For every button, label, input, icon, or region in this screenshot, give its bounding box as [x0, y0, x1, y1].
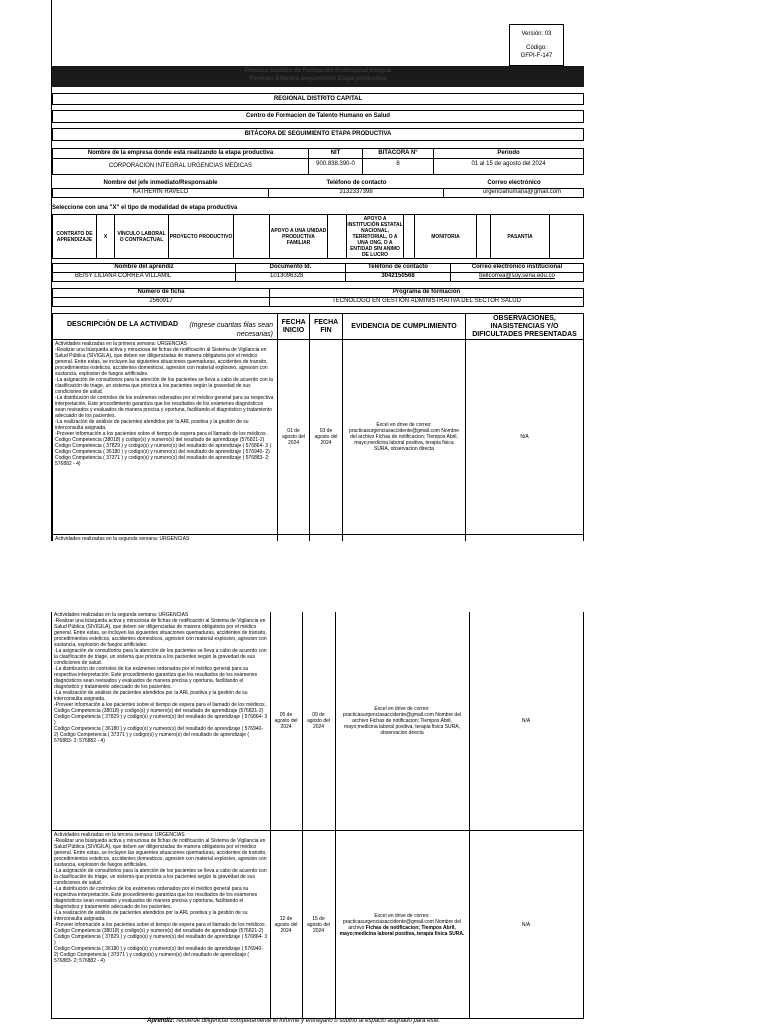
- modality-mark[interactable]: X: [96, 214, 115, 259]
- modality-options: [52, 214, 584, 259]
- company-name: CORPORACION INTEGRAL URGENCIAS MEDICAS: [52, 158, 309, 175]
- program-label: Programa de formación: [269, 288, 584, 298]
- observations-header: OBSERVACIONES, INASISTENCIAS Y/O DIFICULTADES PRESENTADAS: [465, 313, 584, 340]
- end-header: FECHA FIN: [309, 313, 343, 340]
- ficha-value: 2560917: [52, 297, 270, 307]
- apprentice-phone-label: Teléfono de contacto: [345, 263, 451, 273]
- page-two: [51, 612, 584, 1024]
- apprentice-email: bellcorrea@soy.sena.edu.co: [450, 272, 584, 282]
- version-label: Versión: 03: [521, 31, 552, 37]
- activity-description-2: Actividades realizadas en la segunda semana: URGENCIAS -Realizar una búsqueda activa y minuciosa de fichas de notificación al Sistema de Vigilancia en Salud Pública (SIVIGILA), que deben ser diligenciadas de manera obligatoria por el médico general. Entre estas, se incluyen las siguientes situaciones quemaduras, accidentes de transito, procedimientos esteticos, accidentes domesticos, agresion con material explosivo, agresion con sustancia, explosion de fuegos artificiales. -La asignación de consultorios para la atención de los pacientes se lleva a cabo de acuerdo con la clasificación de triage, un sistema que prioriza a los pacientes según la gravedad de sus condiciones de salud. -La distribución de controles de los exámenes ordenados por el médico general para su respectiva interpretación. Este procedimiento garantiza que los resultados de los exámenes diagnósticos sean revisados y evaluados de manera precisa y oportuna, facilitando el diagnóstico y tratamiento adecuado de los pacientes. -La realización de análisis de pacientes atendidos por la ARL positiva y la gestión de su interconsulta asignada. -Proveer información a los pacientes sobre el tiempo de espera para el llamado de los médicos . Codigo Competencia (38018) y codigo(s) y numero(s) del resultado de aprendizaje (576821-2) Codigo Competencia ( 37829 ) y codigo(s) y numero(s) del resultado de aprendizaje ( 576864- 3 ) Codigo Competencia ( 36180 ) y codigo(s) y numero(s) del resultado de aprendizaje ( 576940- 2) Codigo Competencia ( 37371 ) y codigo(s) y numero(s) del resultado de aprendizaje ( 576883- 2; 576882 - 4): [51, 612, 271, 831]
- apprentice-email-label: Correo electrónico institucional: [450, 263, 584, 273]
- bitacora-label: BITACORA N°: [362, 148, 434, 159]
- boss-name-label: Nombre del jefe inmediato/Responsable: [103, 180, 218, 186]
- modality-monitoria[interactable]: MONITORIA: [414, 214, 477, 259]
- regional-title: REGIONAL DISTRITO CAPITAL: [52, 93, 584, 105]
- ficha-label: Número de ficha: [52, 288, 270, 298]
- modality-vinculo[interactable]: VÍNCULO LABORAL O CONTRACTUAL: [114, 214, 169, 259]
- period-value: 01 al 15 de agosto del 2024: [433, 158, 584, 175]
- evidence-text: Excel en drive de correo: practicasurgenciasaccidente@gmail.com Nombre del archivo Fichas de notificacion; Tiempos Abril, mayo;medicina laboral positiva, terapia fisica SURA, observacion directa: [348, 422, 460, 452]
- footer-label: Aprendiz:: [147, 1018, 175, 1024]
- modality-proyecto[interactable]: PROYECTO PRODUCTIVO: [168, 214, 234, 259]
- evidence-header: EVIDENCIA DE CUMPLIMIENTO: [342, 313, 466, 340]
- period-label: Periodo: [433, 148, 584, 159]
- activity-description: Actividades realizadas en la primera semana: URGENCIAS -Realizar una búsqueda activa y minuciosa de fichas de notificación al Sistema de Vigilancia en Salud Pública (SIVIGILA), que deben ser diligenciadas de manera obligatoria por el médico general. Entre estas, se incluyen las siguientes situaciones quemaduras, accidentes de transito, procedimientos esteticos, accidentes domesticos, agresion con material explosivo, agresion con sustancia, explosion de fuegos artificiales. -La asignación de consultorios para la atención de los pacientes se lleva a cabo de acuerdo con la clasificación de triage, un sistema que prioriza a los pacientes según la gravedad de sus condiciones de salud. -La distribución de controles de los exámenes ordenados por el médico general para su respectiva interpretación. Este procedimiento garantiza que los resultados de los exámenes diagnósticos sean revisados y evaluados de manera precisa y oportuna, facilitando el diagnóstico y tratamiento adecuado de los pacientes. -La realización de análisis de pacientes atendidos por la ARL positiva y la gestión de su interconsulta asignada. -Proveer información a los pacientes sobre el tiempo de espera para el llamado de los médicos . Codigo Competencia (38018) y codigo(s) y numero(s) del resultado de aprendizaje (576821-2) Codigo Competencia ( 37829 ) y codigo(s) y numero(s) del resultado de aprendizaje ( 576864- 3 ) Codigo Competencia ( 36180 ) y codigo(s) y numero(s) del resultado de aprendizaje ( 576940- 2) Codigo Competencia ( 37371 ) y codigo(s) y numero(s) del resultado de aprendizaje ( 576883- 2; 576882 - 4): [52, 339, 278, 535]
- modality-unidad-familiar[interactable]: APOYO A UNA UNIDAD PRODUCTIVA FAMILIAR: [269, 214, 328, 259]
- version-box: [509, 24, 564, 66]
- activity-description-3: Actividades realizadas en la tercera semana: URGENCIAS -Realizar una búsqueda activa y minuciosa de fichas de notificación al Sistema de Vigilancia en Salud Pública (SIVIGILA), que deben ser diligenciadas de manera obligatoria por el médico general. Entre estas, se incluyen las siguientes situaciones quemaduras, accidentes de transito, procedimientos esteticos, accidentes domesticos, agresion con material explosivo, agresion con sustancia, explosion de fuegos artificiales. -La asignación de consultorios para la atención de los pacientes se lleva a cabo de acuerdo con la clasificación de triage, un sistema que prioriza a los pacientes según la gravedad de sus condiciones de salud. -La distribución de controles de los exámenes ordenados por el médico general para su respectiva interpretación. Este procedimiento garantiza que los resultados de los exámenes diagnósticos sean revisados y evaluados de manera precisa y oportuna, facilitando el diagnóstico y tratamiento adecuado de los pacientes. -La realización de análisis de pacientes atendidos por la ARL positiva y la gestión de su interconsulta asignada. -Proveer información a los pacientes sobre el tiempo de espera para el llamado de los médicos . Codigo Competencia (38018) y codigo(s) y numero(s) del resultado de aprendizaje (576821-2) Codigo Competencia ( 37829 ) y codigo(s) y numero(s) del resultado de aprendizaje ( 576864- 3 ) Codigo Competencia ( 36180 ) y codigo(s) y numero(s) del resultado de aprendizaje ( 576940- 2) Codigo Competencia ( 37371 ) y codigo(s) y numero(s) del resultado de aprendizaje ( 576883- 2; 576882 - 4): [51, 830, 271, 1019]
- process-title: Proceso Gestión de Formación Profesional Integral: [244, 68, 392, 74]
- footer-text: recuerde diligenciar completamente el informe y entregarlo o subirlo al espacio asignado para este.: [174, 1018, 441, 1024]
- apprentice-phone: 3042150568: [345, 272, 451, 282]
- activity-description-continued: Actividades realizadas en la segunda semana: URGENCIAS: [52, 534, 278, 541]
- apprentice-doc: 1013096328: [235, 272, 346, 282]
- document-title: BITÁCORA DE SEGUIMIENTO ETAPA PRODUCTIVA: [52, 128, 584, 141]
- program-value: TECNOLOGO EN GESTIÓN ADMINISTRATIVA DEL SECTOR SALUD: [269, 297, 584, 307]
- activity-end: 03 de agosto del 2024: [309, 339, 343, 535]
- desc-header-title: DESCRIPCIÓN DE LA ACTIVIDAD: [67, 321, 179, 328]
- activity-evidence-3: Excel en drive de correo: practicasurgenciasaccidente@gmail.com Nombre del archivo Fichas de notificacion; Tiempos Abril, mayo;medicina laboral positiva, terapia fisica SURA.: [335, 830, 470, 1019]
- nit-value: 900.838.390-0: [308, 158, 363, 175]
- modality-title: Seleccione con una "X" el tipo de modalidad de etapa productiva: [52, 205, 238, 211]
- process-banner: [52, 66, 584, 87]
- desc-header-note: (Ingrese cuantas filas sean necesarias): [189, 322, 273, 338]
- activity-observations-2: N/A: [469, 612, 584, 831]
- apprentice-name: BEISY LILIANA CORREA VILLAMIL: [52, 272, 236, 282]
- activities-table: [52, 313, 584, 541]
- bitacora-value: 8: [362, 158, 434, 175]
- activity-end-3: 15 de agosto del 2024: [302, 830, 336, 1019]
- activity-evidence-2: Excel en drive de correo: practicasurgenciasaccidente@gmail.com Nombre del archivo Fichas de notificacion; Tiempos Abril, mayo;medicina laboral positiva, terapia fisica SURA, observacion directa: [335, 612, 470, 831]
- activity-start-3: 12 de agosto del 2024: [270, 830, 303, 1019]
- activity-evidence: [342, 339, 466, 535]
- company-name-label: Nombre de la empresa donde está realizando la etapa productiva: [52, 148, 309, 159]
- code-value: GFPI-F-147: [520, 53, 553, 59]
- modality-institucion[interactable]: APOYO A INSTITUCIÓN ESTATAL NACIONAL, TERRITORIAL, O A UNA ONG, O A ENTIDAD SIN ANIMO DE LUCRO: [347, 215, 403, 258]
- format-title: Formato Bitácora seguimiento Etapa productiva: [249, 76, 387, 82]
- nit-label: NIT: [308, 148, 363, 159]
- activity-observations: N/A: [465, 339, 584, 535]
- code-label: Código:: [526, 45, 547, 51]
- modality-pasantia[interactable]: PASANTIA: [490, 214, 550, 259]
- desc-header: [52, 313, 278, 340]
- apprentice-name-label: Nombre del aprendiz: [52, 263, 236, 273]
- activity-end-2: 09 de agosto del 2024: [302, 612, 336, 831]
- boss-phone: 3132337398: [268, 188, 444, 198]
- boss-phone-label: Teléfono de contacto: [326, 180, 387, 186]
- activity-start-2: 05 de agosto del 2024: [270, 612, 303, 831]
- start-header: FECHA INICIO: [277, 313, 310, 340]
- modality-contrato[interactable]: CONTRATO DE APRENDIZAJE: [52, 214, 97, 259]
- activity-start: 01 de agosto del 2024: [277, 339, 310, 535]
- activity-observations-3: N/A: [469, 830, 584, 1019]
- boss-email-label: Correo electrónico: [487, 180, 541, 186]
- boss-email: urgenciahumana@gmail.com: [443, 188, 584, 198]
- apprentice-doc-label: Documento Id.: [235, 263, 346, 273]
- page-one: [51, 0, 584, 541]
- center-title: Centro de Formacion de Talento Humano en Salud: [52, 110, 584, 123]
- boss-name: KATHERIN RAVELO: [52, 188, 269, 198]
